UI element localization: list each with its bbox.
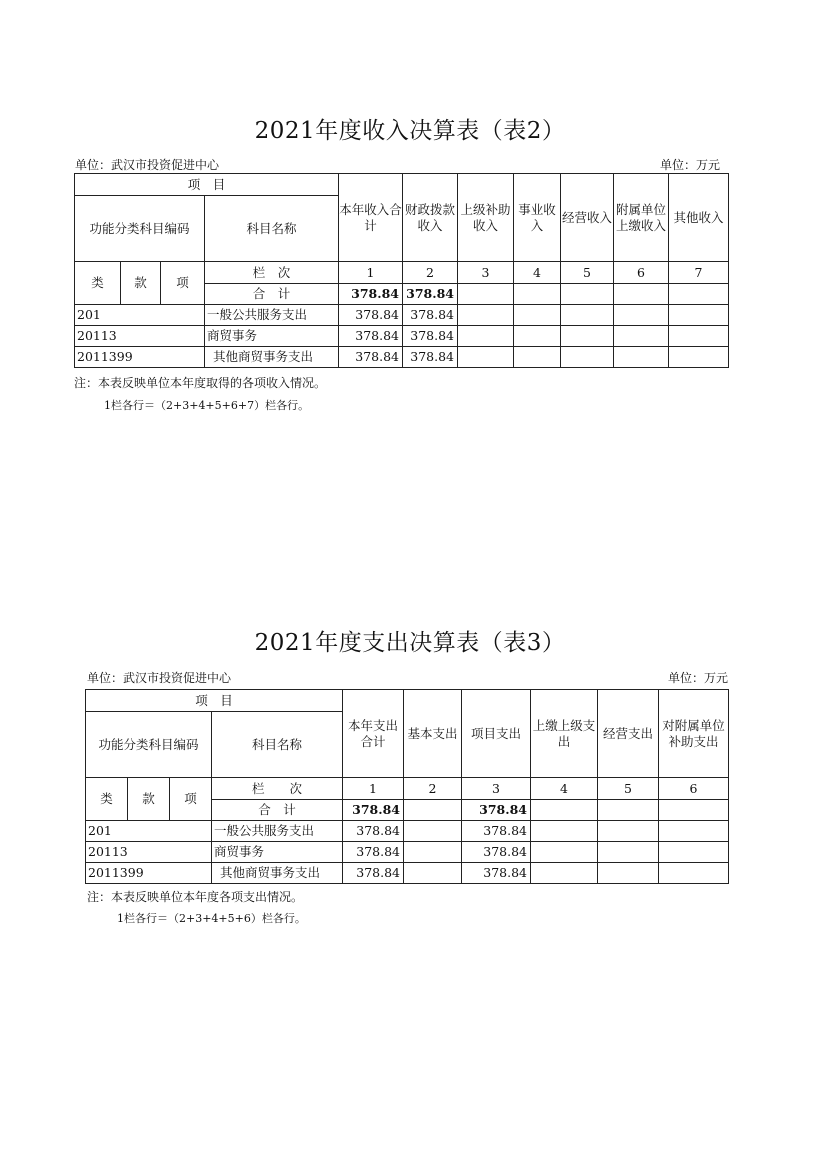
table-row bbox=[86, 863, 729, 884]
row-value bbox=[404, 821, 462, 842]
col-num: 1 bbox=[343, 778, 404, 800]
total-value bbox=[669, 284, 729, 305]
header-item: 项 目 bbox=[86, 690, 343, 712]
row-value: 378.84 bbox=[403, 326, 458, 347]
row-value: 378.84 bbox=[343, 842, 404, 863]
total-value bbox=[614, 284, 669, 305]
header-col-5: 经营支出 bbox=[598, 690, 659, 778]
table3-title: 2021年度支出决算表（表3） bbox=[254, 630, 566, 656]
total-value: 378.84 bbox=[339, 284, 403, 305]
total-value bbox=[404, 800, 462, 821]
header-lei: 类 bbox=[75, 262, 121, 305]
row-value bbox=[404, 842, 462, 863]
row-name: 一般公共服务支出 bbox=[205, 305, 339, 326]
total-label: 合 计 bbox=[205, 284, 339, 305]
header-code: 功能分类科目编码 bbox=[86, 712, 212, 778]
header-col-1: 本年支出合计 bbox=[343, 690, 404, 778]
header-col-6: 对附属单位补助支出 bbox=[659, 690, 729, 778]
total-value: 378.84 bbox=[403, 284, 458, 305]
header-lei: 类 bbox=[86, 778, 128, 821]
header-col-2: 基本支出 bbox=[404, 690, 462, 778]
header-code: 功能分类科目编码 bbox=[75, 196, 205, 262]
table3-unit-left: 单位：武汉市投资促进中心 bbox=[87, 671, 232, 685]
row-code: 20113 bbox=[75, 326, 205, 347]
col-num: 2 bbox=[403, 262, 458, 284]
row-value bbox=[659, 821, 729, 842]
table-row bbox=[75, 347, 729, 368]
row-value bbox=[614, 326, 669, 347]
header-col-4: 事业收入 bbox=[514, 174, 561, 262]
header-col-6: 附属单位上缴收入 bbox=[614, 174, 669, 262]
header-lanci: 栏 次 bbox=[212, 778, 343, 800]
header-name: 科目名称 bbox=[205, 196, 339, 262]
income-table bbox=[74, 173, 729, 368]
col-num: 4 bbox=[514, 262, 561, 284]
header-name: 科目名称 bbox=[212, 712, 343, 778]
table2-title: 2021年度收入决算表（表2） bbox=[254, 118, 566, 144]
row-value bbox=[598, 842, 659, 863]
col-num: 1 bbox=[339, 262, 403, 284]
total-value bbox=[514, 284, 561, 305]
col-num: 2 bbox=[404, 778, 462, 800]
header-lanci: 栏 次 bbox=[205, 262, 339, 284]
row-value bbox=[458, 326, 514, 347]
table-row bbox=[86, 842, 729, 863]
row-value bbox=[669, 305, 729, 326]
row-value: 378.84 bbox=[403, 305, 458, 326]
row-value bbox=[514, 305, 561, 326]
row-value bbox=[561, 305, 614, 326]
row-value bbox=[659, 863, 729, 884]
row-value bbox=[561, 347, 614, 368]
table-row bbox=[75, 305, 729, 326]
col-num: 7 bbox=[669, 262, 729, 284]
row-code: 2011399 bbox=[75, 347, 205, 368]
col-num: 5 bbox=[561, 262, 614, 284]
total-value: 378.84 bbox=[462, 800, 531, 821]
row-value: 378.84 bbox=[462, 863, 531, 884]
row-value bbox=[659, 842, 729, 863]
row-name: 其他商贸事务支出 bbox=[205, 347, 339, 368]
total-value bbox=[458, 284, 514, 305]
col-num: 3 bbox=[462, 778, 531, 800]
header-col-7: 其他收入 bbox=[669, 174, 729, 262]
header-xiang: 项 bbox=[170, 778, 212, 821]
header-kuan: 款 bbox=[121, 262, 161, 305]
header-col-3: 上级补助收入 bbox=[458, 174, 514, 262]
header-xiang: 项 bbox=[161, 262, 205, 305]
row-code: 2011399 bbox=[86, 863, 212, 884]
row-value: 378.84 bbox=[343, 863, 404, 884]
row-value: 378.84 bbox=[339, 326, 403, 347]
table3-note: 注：本表反映单位本年度各项支出情况。 bbox=[87, 890, 304, 904]
row-code: 201 bbox=[75, 305, 205, 326]
row-value bbox=[669, 347, 729, 368]
header-col-4: 上缴上级支出 bbox=[531, 690, 598, 778]
row-value bbox=[458, 347, 514, 368]
row-value bbox=[598, 863, 659, 884]
table2-note: 注：本表反映单位本年度取得的各项收入情况。 bbox=[74, 376, 327, 390]
col-num: 6 bbox=[659, 778, 729, 800]
row-value: 378.84 bbox=[462, 821, 531, 842]
header-kuan: 款 bbox=[128, 778, 170, 821]
row-code: 201 bbox=[86, 821, 212, 842]
total-label: 合 计 bbox=[212, 800, 343, 821]
row-value bbox=[531, 842, 598, 863]
row-value: 378.84 bbox=[403, 347, 458, 368]
expenditure-table bbox=[85, 689, 729, 884]
total-value bbox=[659, 800, 729, 821]
header-item: 项 目 bbox=[75, 174, 339, 196]
row-value bbox=[514, 326, 561, 347]
row-value bbox=[458, 305, 514, 326]
row-value: 378.84 bbox=[343, 821, 404, 842]
table3-note-formula: 1栏各行＝（2+3+4+5+6）栏各行。 bbox=[117, 912, 306, 925]
row-value: 378.84 bbox=[339, 347, 403, 368]
header-col-5: 经营收入 bbox=[561, 174, 614, 262]
total-value bbox=[598, 800, 659, 821]
row-name: 商贸事务 bbox=[212, 842, 343, 863]
row-value bbox=[614, 347, 669, 368]
row-value bbox=[598, 821, 659, 842]
row-name: 其他商贸事务支出 bbox=[212, 863, 343, 884]
col-num: 5 bbox=[598, 778, 659, 800]
col-num: 4 bbox=[531, 778, 598, 800]
row-value bbox=[561, 326, 614, 347]
total-value bbox=[531, 800, 598, 821]
col-num: 6 bbox=[614, 262, 669, 284]
row-value bbox=[669, 326, 729, 347]
table-row bbox=[86, 821, 729, 842]
row-value bbox=[404, 863, 462, 884]
row-value bbox=[514, 347, 561, 368]
total-value bbox=[561, 284, 614, 305]
table2-unit-left: 单位：武汉市投资促进中心 bbox=[75, 158, 220, 172]
row-name: 商贸事务 bbox=[205, 326, 339, 347]
row-value bbox=[531, 821, 598, 842]
table3-unit-right: 单位：万元 bbox=[668, 671, 729, 685]
header-col-2: 财政拨款收入 bbox=[403, 174, 458, 262]
row-value bbox=[614, 305, 669, 326]
row-value bbox=[531, 863, 598, 884]
total-value: 378.84 bbox=[343, 800, 404, 821]
col-num: 3 bbox=[458, 262, 514, 284]
row-name: 一般公共服务支出 bbox=[212, 821, 343, 842]
header-col-3: 项目支出 bbox=[462, 690, 531, 778]
table-row bbox=[75, 326, 729, 347]
row-value: 378.84 bbox=[339, 305, 403, 326]
header-col-1: 本年收入合计 bbox=[339, 174, 403, 262]
table2-unit-right: 单位：万元 bbox=[660, 158, 721, 172]
row-code: 20113 bbox=[86, 842, 212, 863]
row-value: 378.84 bbox=[462, 842, 531, 863]
table2-note-formula: 1栏各行＝（2+3+4+5+6+7）栏各行。 bbox=[104, 399, 310, 412]
